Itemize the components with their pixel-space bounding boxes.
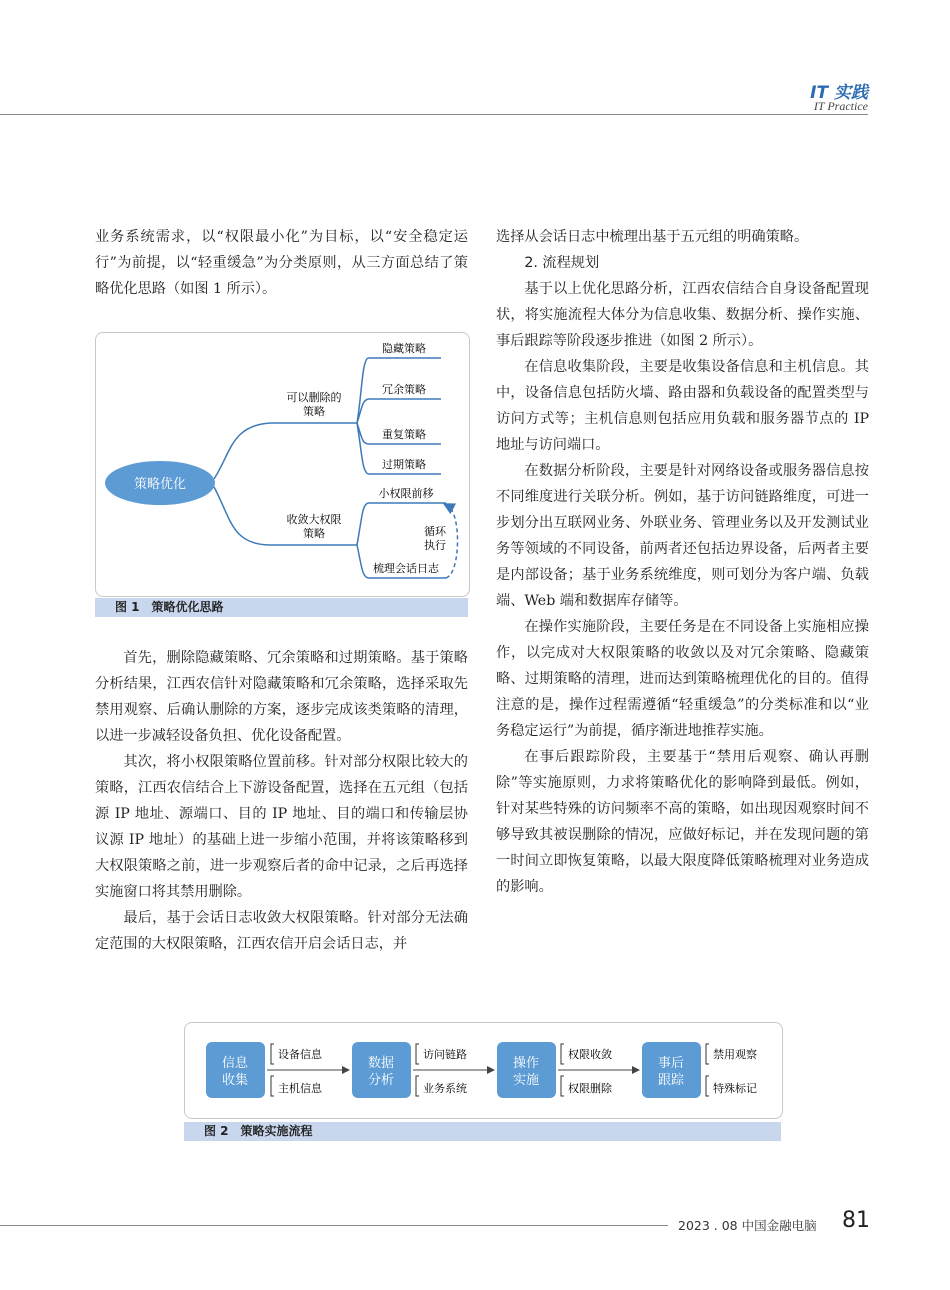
mindmap-diagram [96,333,469,596]
stage-label: 分析 [367,1073,395,1088]
leaf-small-permission-forward: 小权限前移 [378,487,434,500]
loop-label-line2: 执行 [424,539,446,552]
footer-issue: 2023 . 08 中国金融电脑 [678,1218,817,1233]
branch2-label-line1: 收敛大权限 [286,513,342,526]
figure-2-caption: 图 2 策略实施流程 [184,1122,781,1141]
stage-item: 访问链路 [423,1048,467,1061]
branch1-label-line2: 策略 [303,405,325,418]
loop-label-line1: 循环 [424,525,446,538]
figure-1-caption: 图 1 策略优化思路 [95,598,468,617]
stage-item: 主机信息 [278,1082,322,1095]
stage-label: 实施 [512,1073,540,1088]
page-number: 81 [842,1208,870,1233]
section-title: IT 实践 [810,83,868,103]
leaf-expired-policy: 过期策略 [382,458,426,471]
paragraph: 在数据分析阶段，主要是针对网络设备或服务器信息按不同维度进行关联分析。例如，基于访问链路维度，可进一步划分出互联网业务、外联业务、管理业务以及开发测试业务等领域的不同设备，前两者还包括边界设备，后两者主要是内部设备；基于业务系统维度，则可划分为客户端、负载端、Web 端和数据库存储等。 [496,463,869,609]
right-column [496,224,869,900]
stage-label: 事后 [657,1056,685,1071]
process-flow-diagram [185,1023,782,1118]
paragraph: 最后，基于会话日志收敛大权限策略。针对部分无法确定范围的大权限策略，江西农信开启会话日志，并 [95,910,468,952]
loop-arrow [446,506,458,578]
leaf-hidden-policy: 隐藏策略 [382,342,426,355]
leaf-redundant-policy: 冗余策略 [382,383,426,396]
left-column-bottom [95,645,468,957]
stage-item: 权限收敛 [568,1048,612,1061]
stage-label: 信息 [221,1056,249,1071]
branch2-label-line2: 策略 [303,527,325,540]
connector [214,423,271,479]
stage-label: 操作 [512,1056,540,1071]
footer-rule [0,1225,668,1226]
leaf-duplicate-policy: 重复策略 [382,428,426,441]
stage-label: 数据 [367,1056,395,1071]
paragraph: 业务系统需求，以“权限最小化”为目标，以“安全稳定运行”为前提，以“轻重缓急”为分类原则，从三方面总结了策略优化思路（如图 1 所示）。 [95,229,468,297]
stage-item: 权限删除 [568,1082,612,1095]
paragraph: 其次，将小权限策略位置前移。针对部分权限比较大的策略，江西农信结合上下游设备配置，选择在五元组（包括源 IP 地址、源端口、目的 IP 地址、目的端口和传输层协议源 IP 地址）的基础上进一步缩小范围，并将该策略移到大权限策略之前，进一步观察后者的命中记录，之后再选择实施窗口将其禁用删除。 [95,754,468,900]
section-heading: 2. 流程规划 [524,255,600,271]
stage-item: 特殊标记 [713,1082,757,1095]
stage-item: 业务系统 [423,1082,467,1095]
stage-label: 跟踪 [657,1073,685,1088]
stage-item: 禁用观察 [713,1048,757,1061]
left-column-top [95,224,468,302]
stage-label: 收集 [221,1073,249,1088]
connector [214,487,271,545]
figure-1 [95,332,470,597]
branch1-label-line1: 可以删除的 [286,391,342,404]
section-subtitle: IT Practice [813,99,868,113]
leaf-session-log: 梳理会话日志 [373,562,439,575]
paragraph: 在事后跟踪阶段，主要基于“禁用后观察、确认再删除”等实施原则，力求将策略优化的影响降到最低。例如，针对某些特殊的访问频率不高的策略，如出现因观察时间不够导致其被误删除的情况，应做好标记，并在发现问题的第一时间立即恢复策略，以最大限度降低策略梳理对业务造成的影响。 [496,749,869,895]
paragraph: 在操作实施阶段，主要任务是在不同设备上实施相应操作，以完成对大权限策略的收敛以及对冗余策略、隐藏策略、过期策略的清理，进而达到策略梳理优化的目的。值得注意的是，操作过程需遵循“轻重缓急”的分类标准和以“业务稳定运行”为前提，循序渐进地推荐实施。 [496,619,869,739]
root-label: 策略优化 [133,477,187,492]
stage-item: 设备信息 [278,1048,322,1061]
paragraph: 基于以上优化思路分析，江西农信结合自身设备配置现状，将实施流程大体分为信息收集、数据分析、操作实施、事后跟踪等阶段逐步推进（如图 2 所示）。 [496,281,869,349]
figure-2 [184,1022,783,1119]
paragraph: 首先，删除隐藏策略、冗余策略和过期策略。基于策略分析结果，江西农信针对隐藏策略和冗余策略，选择采取先禁用观察、后确认删除的方案，逐步完成该类策略的清理，以进一步减轻设备负担、优化设备配置。 [95,650,468,744]
header-rule [0,114,868,115]
paragraph: 选择从会话日志中梳理出基于五元组的明确策略。 [496,229,809,245]
paragraph: 在信息收集阶段，主要是收集设备信息和主机信息。其中，设备信息包括防火墙、路由器和负载设备的配置类型与访问方式等；主机信息则包括应用负载和服务器节点的 IP 地址与访问端口。 [496,359,869,453]
